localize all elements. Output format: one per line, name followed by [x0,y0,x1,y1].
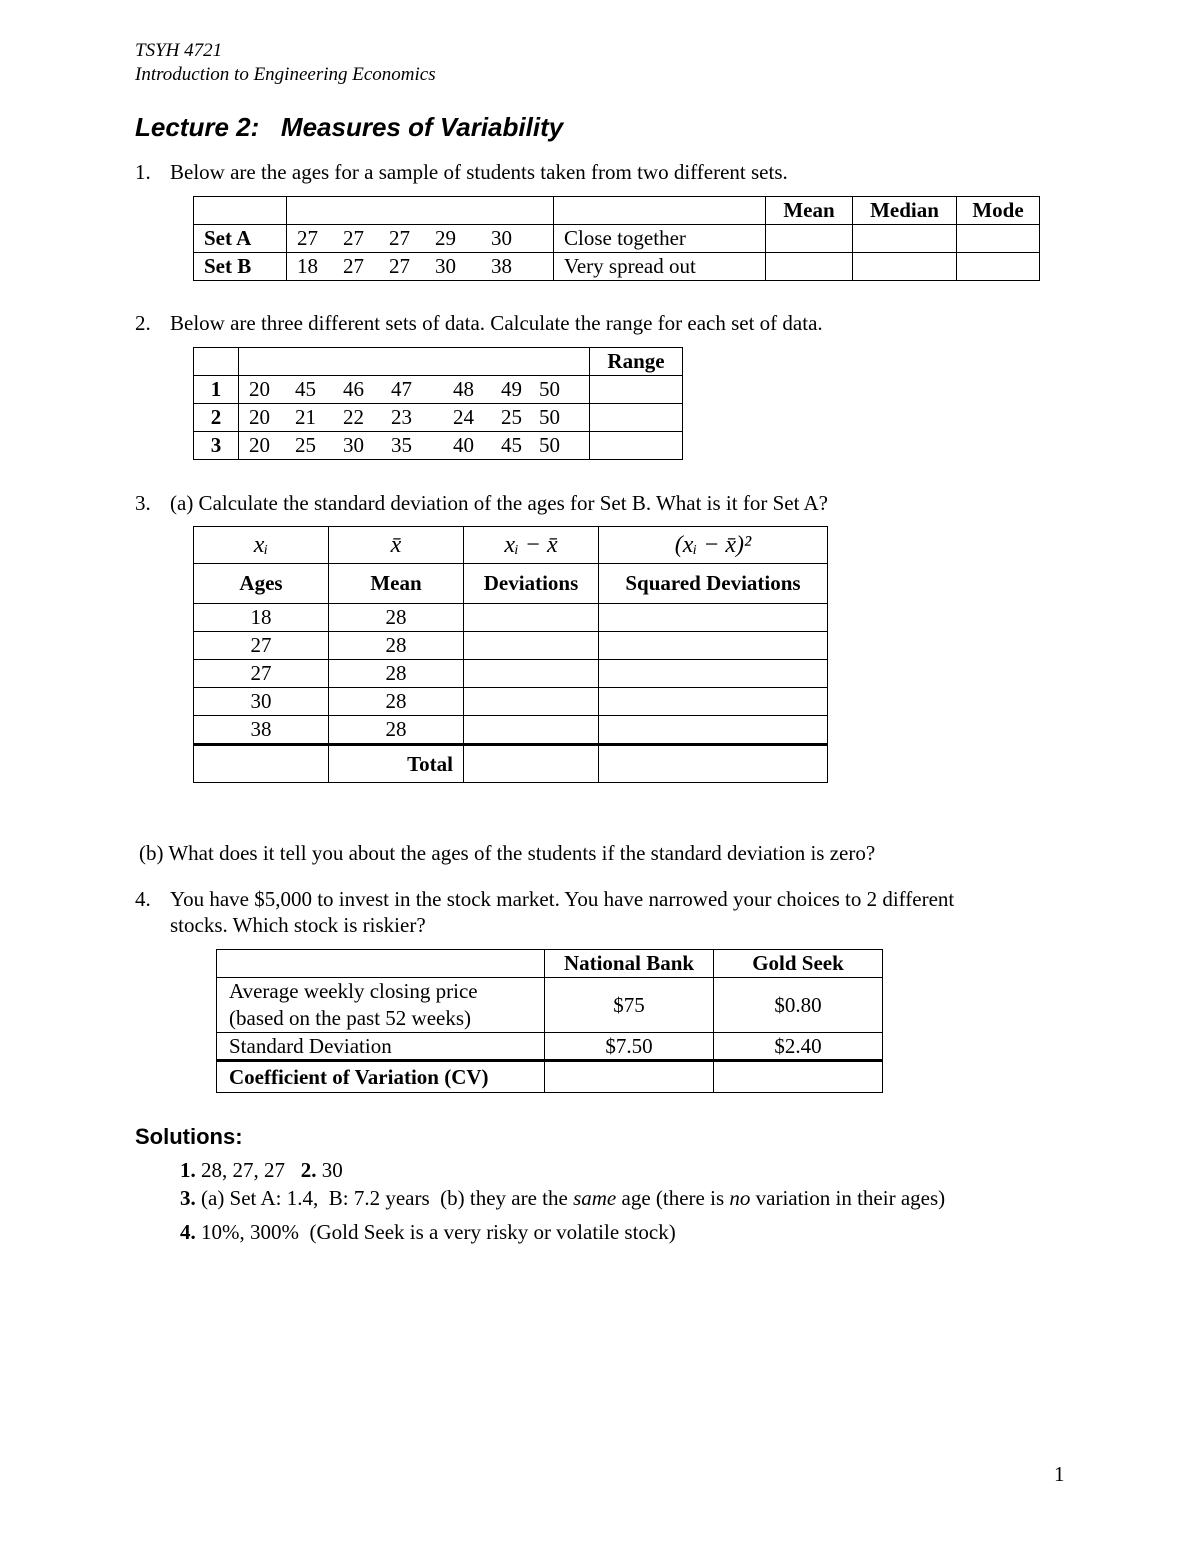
set-a-values [287,225,554,253]
set-a-mode-cell [957,225,1040,253]
solution-line-2 [180,1186,945,1211]
symbol-deviation: xᵢ − x̄ [464,527,599,564]
q2-range-cell [590,404,683,432]
national-bank-price: $75 [545,978,714,1033]
value: 21 [295,405,316,429]
table-row [194,604,828,632]
q4-number: 4. [135,887,151,911]
q2-row-label: 2 [194,404,239,432]
age-cell: 38 [194,716,329,745]
value: 29 [435,226,456,250]
header-ages: Ages [194,564,329,604]
value: 30 [343,433,364,457]
total-deviation-cell [464,745,599,783]
sol-emphasis: no [729,1186,751,1210]
solution-line-3 [180,1220,676,1245]
q2-blank-cell [239,348,590,376]
solution-line-1 [180,1158,343,1183]
mean-cell: 28 [329,688,464,716]
value: 50 [539,433,560,457]
table-row [194,632,828,660]
q3-text: (a) Calculate the standard deviation of the ages for Set B. What is it for Set A? [170,491,829,515]
set-b-mean-cell [766,253,853,281]
table-row [194,660,828,688]
q4-table [216,949,883,1093]
value: 38 [491,254,512,278]
value: 30 [435,254,456,278]
set-b-values [287,253,554,281]
deviation-cell [464,604,599,632]
sol-text: 30 [316,1158,343,1182]
q1-header-mode: Mode [957,197,1040,225]
age-cell: 27 [194,660,329,688]
value: 25 [295,433,316,457]
q2-table [193,347,683,460]
deviation-cell [464,716,599,745]
set-a-mean-cell [766,225,853,253]
value: 50 [539,405,560,429]
set-a-desc: Close together [554,225,766,253]
page-number: 1 [1054,1462,1065,1486]
q4-text-line1: You have $5,000 to invest in the stock market. You have narrowed your choices to 2 different [170,887,955,911]
set-a-label: Set A [194,225,287,253]
symbol-xi: xᵢ [194,527,329,564]
mean-cell: 28 [329,716,464,745]
squared-deviation-cell [599,632,828,660]
gold-seek-cv-cell [714,1061,883,1093]
q4-blank-cell [217,950,545,978]
value: 25 [501,405,522,429]
header-deviations: Deviations [464,564,599,604]
header-squared-deviations: Squared Deviations [599,564,828,604]
squared-deviation-cell [599,716,828,745]
q1-blank-cell [554,197,766,225]
national-bank-std: $7.50 [545,1033,714,1061]
q2-number: 2. [135,311,151,335]
q1-text: Below are the ages for a sample of students taken from two different sets. [170,160,788,184]
sol-num: 1. [180,1158,196,1182]
value: 24 [453,405,474,429]
avg-price-label [217,978,545,1033]
value: 48 [453,377,474,401]
table-row [217,1033,883,1061]
q2-row-label: 1 [194,376,239,404]
sol-num: 4. [180,1220,196,1244]
value: 46 [343,377,364,401]
value: 35 [391,433,412,457]
q2-row-values [239,432,590,460]
table-row [194,253,1040,281]
age-cell: 18 [194,604,329,632]
table-row [194,404,683,432]
value: 30 [491,226,512,250]
table-row [217,1061,883,1093]
gold-seek-price: $0.80 [714,978,883,1033]
deviation-cell [464,632,599,660]
national-bank-cv-cell [545,1061,714,1093]
value: 23 [391,405,412,429]
value: 47 [391,377,412,401]
header-national-bank: National Bank [545,950,714,978]
sol-num: 3. [180,1186,196,1210]
value: 18 [297,254,318,278]
q2-row-label: 3 [194,432,239,460]
q1-number: 1. [135,160,151,184]
q1-header-median: Median [853,197,957,225]
course-name: Introduction to Engineering Economics [135,64,436,85]
value: 50 [539,377,560,401]
set-b-desc: Very spread out [554,253,766,281]
value: 20 [249,405,270,429]
set-b-mode-cell [957,253,1040,281]
mean-cell: 28 [329,632,464,660]
deviation-cell [464,688,599,716]
q2-range-cell [590,376,683,404]
avg-price-label-line2: (based on the past 52 weeks) [229,1006,472,1030]
table-row [194,225,1040,253]
q2-row-values [239,376,590,404]
total-row [194,745,828,783]
age-cell: 27 [194,632,329,660]
q2-blank-cell [194,348,239,376]
q2-header-range: Range [590,348,683,376]
q2-range-cell [590,432,683,460]
value: 20 [249,433,270,457]
sol-text: 28, 27, 27 [195,1158,301,1182]
value: 45 [295,377,316,401]
symbol-squared-deviation: (xᵢ − x̄)² [599,527,828,564]
mean-cell: 28 [329,604,464,632]
table-row [194,688,828,716]
value: 45 [501,433,522,457]
q3-number: 3. [135,491,151,515]
q1-header-mean: Mean [766,197,853,225]
deviation-cell [464,660,599,688]
q2-text: Below are three different sets of data. Calculate the range for each set of data. [170,311,823,335]
value: 27 [389,254,410,278]
q4-text-line2: stocks. Which stock is riskier? [170,913,426,937]
q2-row-values [239,404,590,432]
total-label: Total [329,745,464,783]
value: 27 [297,226,318,250]
gold-seek-std: $2.40 [714,1033,883,1061]
q1-blank-cell [194,197,287,225]
age-cell: 30 [194,688,329,716]
table-row [194,432,683,460]
sol-emphasis: same [573,1186,617,1210]
table-row [217,978,883,1033]
header-gold-seek: Gold Seek [714,950,883,978]
squared-deviation-cell [599,688,828,716]
header-mean: Mean [329,564,464,604]
q1-blank-cell [287,197,554,225]
total-blank-cell [194,745,329,783]
set-b-median-cell [853,253,957,281]
sol-text: (a) Set A: 1.4, B: 7.2 years (b) they are the [195,1186,574,1210]
sol-text: age (there is [616,1186,730,1210]
std-dev-label: Standard Deviation [217,1033,545,1061]
value: 49 [501,377,522,401]
set-b-label: Set B [194,253,287,281]
set-a-median-cell [853,225,957,253]
course-code: TSYH 4721 [135,40,223,61]
value: 22 [343,405,364,429]
value: 20 [249,377,270,401]
cv-label: Coefficient of Variation (CV) [217,1061,545,1093]
table-row [194,716,828,745]
total-squared-cell [599,745,828,783]
sol-num: 2. [300,1158,317,1182]
value: 27 [343,254,364,278]
value: 27 [343,226,364,250]
value: 40 [453,433,474,457]
symbol-xbar: x̄ [329,527,464,564]
squared-deviation-cell [599,604,828,632]
q3-table [193,526,828,783]
sol-text: variation in their ages) [750,1186,946,1210]
sol-text: 10%, 300% (Gold Seek is a very risky or volatile stock) [195,1220,676,1244]
avg-price-label-line1: Average weekly closing price [229,979,478,1003]
q1-table [193,196,1040,281]
q3-part-b: (b) What does it tell you about the ages of the students if the standard deviation is zero? [139,841,876,865]
squared-deviation-cell [599,660,828,688]
solutions-title: Solutions: [135,1124,243,1149]
lecture-title: Lecture 2: Measures of Variability [135,112,564,142]
value: 27 [389,226,410,250]
table-row [194,376,683,404]
mean-cell: 28 [329,660,464,688]
